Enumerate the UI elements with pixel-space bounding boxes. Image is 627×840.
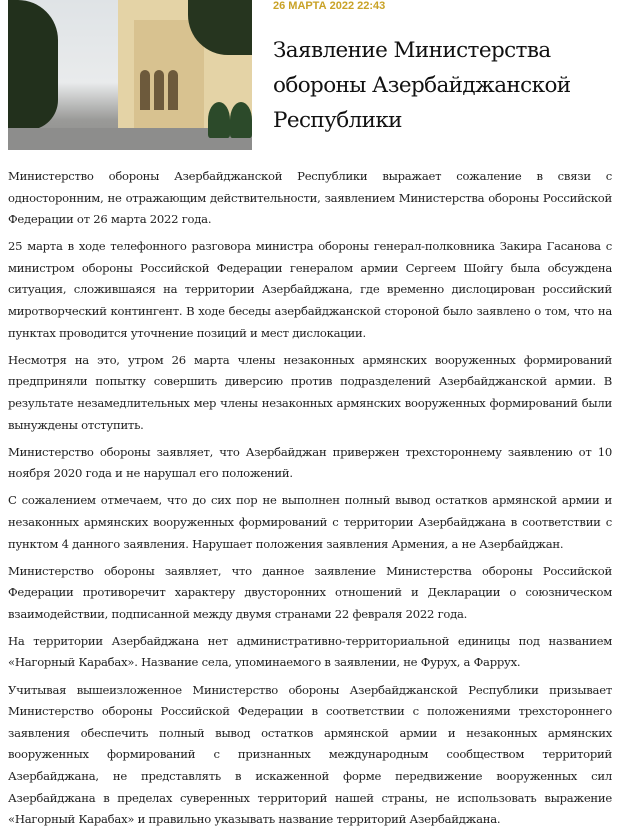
article-paragraph: Учитывая вышеизложенное Министерство обороны Азербайджанской Республики призывает Министерство обороны Российской Федерации в соответствии с положениями трехстороннего заявления обеспечить полный вывод остатков армянской армии и незаконных армянских вооруженных формирований с признанных международным сообществом территорий Азербайджана, не представлять в искаженной форме передвижение вооруженных сил Азербайджана в пределах суверенных территорий нашей страны, не использовать выражение «Нагорный Карабах» и правильно указывать название территорий Азербайджана. xyxy=(8,682,612,827)
article-paragraph: На территории Азербайджана нет административно-территориальной единицы под названием «Нагорный Карабах». Название села, упоминаемого в заявлении, не Фурух, а Фаррух. xyxy=(8,633,612,670)
article-paragraph: Министерство обороны заявляет, что Азербайджан привержен трехстороннему заявлению от 10 ноября 2020 года и не нарушал его положений. xyxy=(8,444,612,481)
article-title: Заявление Министерства обороны Азербайджанской Республики xyxy=(273,38,571,133)
photo-bush xyxy=(208,102,230,138)
article-paragraph: Министерство обороны Азербайджанской Республики выражает сожаление в связи с односторонним, не отражающим действительности, заявлением Министерства обороны Российской Федерации от 26 марта 2022 года. xyxy=(8,169,612,227)
article-paragraph: Министерство обороны заявляет, что данное заявление Министерства обороны Российской Федерации противоречит характеру двусторонних отношений и Декларации о союзническом взаимодействии, подписанной между двумя странами 22 февраля 2022 года. xyxy=(8,563,612,621)
article-paragraph: С сожалением отмечаем, что до сих пор не выполнен полный вывод остатков армянской армии и незаконных армянских вооруженных формирований с территории Азербайджана в соответствии с пунктом 4 данного заявления. Нарушает положения заявления Армения, а не Азербайджан. xyxy=(8,493,612,551)
article-paragraph: Несмотря на это, утром 26 марта члены незаконных армянских вооруженных формирований предприняли попытку совершить диверсию против подразделений Азербайджанской армии. В результате незамедлительных мер члены незаконных армянских вооруженных формирований были вынуждены отступить. xyxy=(8,352,612,432)
article-photo xyxy=(8,0,252,150)
photo-arch xyxy=(154,70,164,110)
article-date: 26 МАРТА 2022 22:43 xyxy=(273,0,386,12)
photo-tree xyxy=(8,0,58,130)
article-body xyxy=(8,166,612,836)
article-paragraph: 25 марта в ходе телефонного разговора министра обороны генерал-полковника Закира Гасанова с министром обороны Российской Федерации генералом армии Сергеем Шойгу была обсуждена ситуация, сложившаяся на территории Азербайджана, где временно дислоцирован российский миротворческий контингент. В ходе беседы азербайджанской стороной было заявлено о том, что на пунктах проводится уточнение позиций и мест дислокации. xyxy=(8,239,612,340)
photo-bush xyxy=(230,102,252,138)
photo-arch xyxy=(168,70,178,110)
photo-arch xyxy=(140,70,150,110)
